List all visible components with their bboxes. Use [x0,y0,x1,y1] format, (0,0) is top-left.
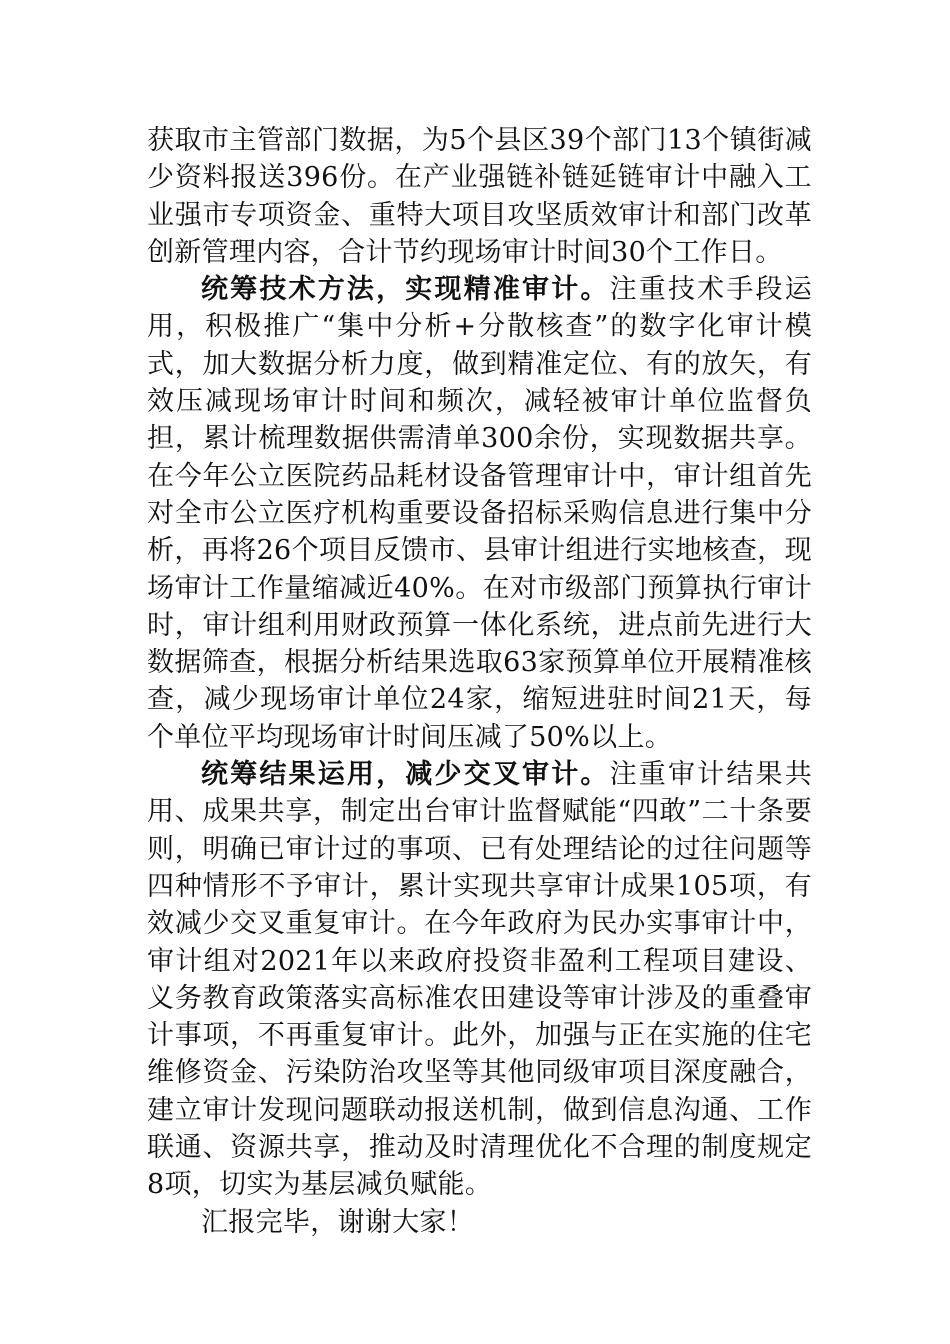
closing-line: 汇报完毕，谢谢大家！ [201,1206,474,1238]
paragraph-body-technical-methods: 注重技术手段运用，积极推广“集中分析+分散核查”的数字化审计模式，加大数据分析力度，做到精准定位、有的放矢，有效压减现场审计时间和频次，减轻被审计单位监督负担，累计梳理数据供需清单300余份，实现数据共享。在今年公立医院药品耗材设备管理审计中，审计组首先对全市公立医疗机构重要设备招标采购信息进行集中分析，再将26个项目反馈市、县审计组进行实地核查，现场审计工作量缩减近40%。在对市级部门预算执行审计时，审计组利用财政预算一体化系统，进点前先进行大数据筛查，根据分析结果选取63家预算单位开展精准核查，减少现场审计单位24家，缩短进驻时间21天，每个单位平均现场审计时间压减了50%以上。 [147,274,812,753]
paragraph-technical-methods [147,271,812,756]
paragraph-results-application [147,756,812,1204]
document-page [147,122,812,1241]
paragraph-continued: 获取市主管部门数据，为5个县区39个部门13个镇街减少资料报送396份。在产业强链补链延链审计中融入工业强市专项资金、重特大项目攻坚质效审计和部门改革创新管理内容，合计节约现场审计时间30个工作日。 [147,125,812,268]
paragraph-body-results-application: 注重审计结果共用、成果共享，制定出台审计监督赋能“四敢”二十条要则，明确已审计过的事项、已有处理结论的过往问题等四种情形不予审计，累计实现共享审计成果105项，有效减少交叉重复审计。在今年政府为民办实事审计中，审计组对2021年以来政府投资非盈利工程项目建设、义务教育政策落实高标准农田建设等审计涉及的重叠审计事项，不再重复审计。此外，加强与正在实施的住宅维修资金、污染防治攻坚等其他同级审项目深度融合，建立审计发现问题联动报送机制，做到信息沟通、工作联通、资源共享，推动及时清理优化不合理的制度规定8项，切实为基层减负赋能。 [147,759,812,1201]
paragraph-heading-technical-methods: 统筹技术方法，实现精准审计。 [201,274,610,306]
paragraph-heading-results-application: 统筹结果运用，减少交叉审计。 [201,759,610,791]
